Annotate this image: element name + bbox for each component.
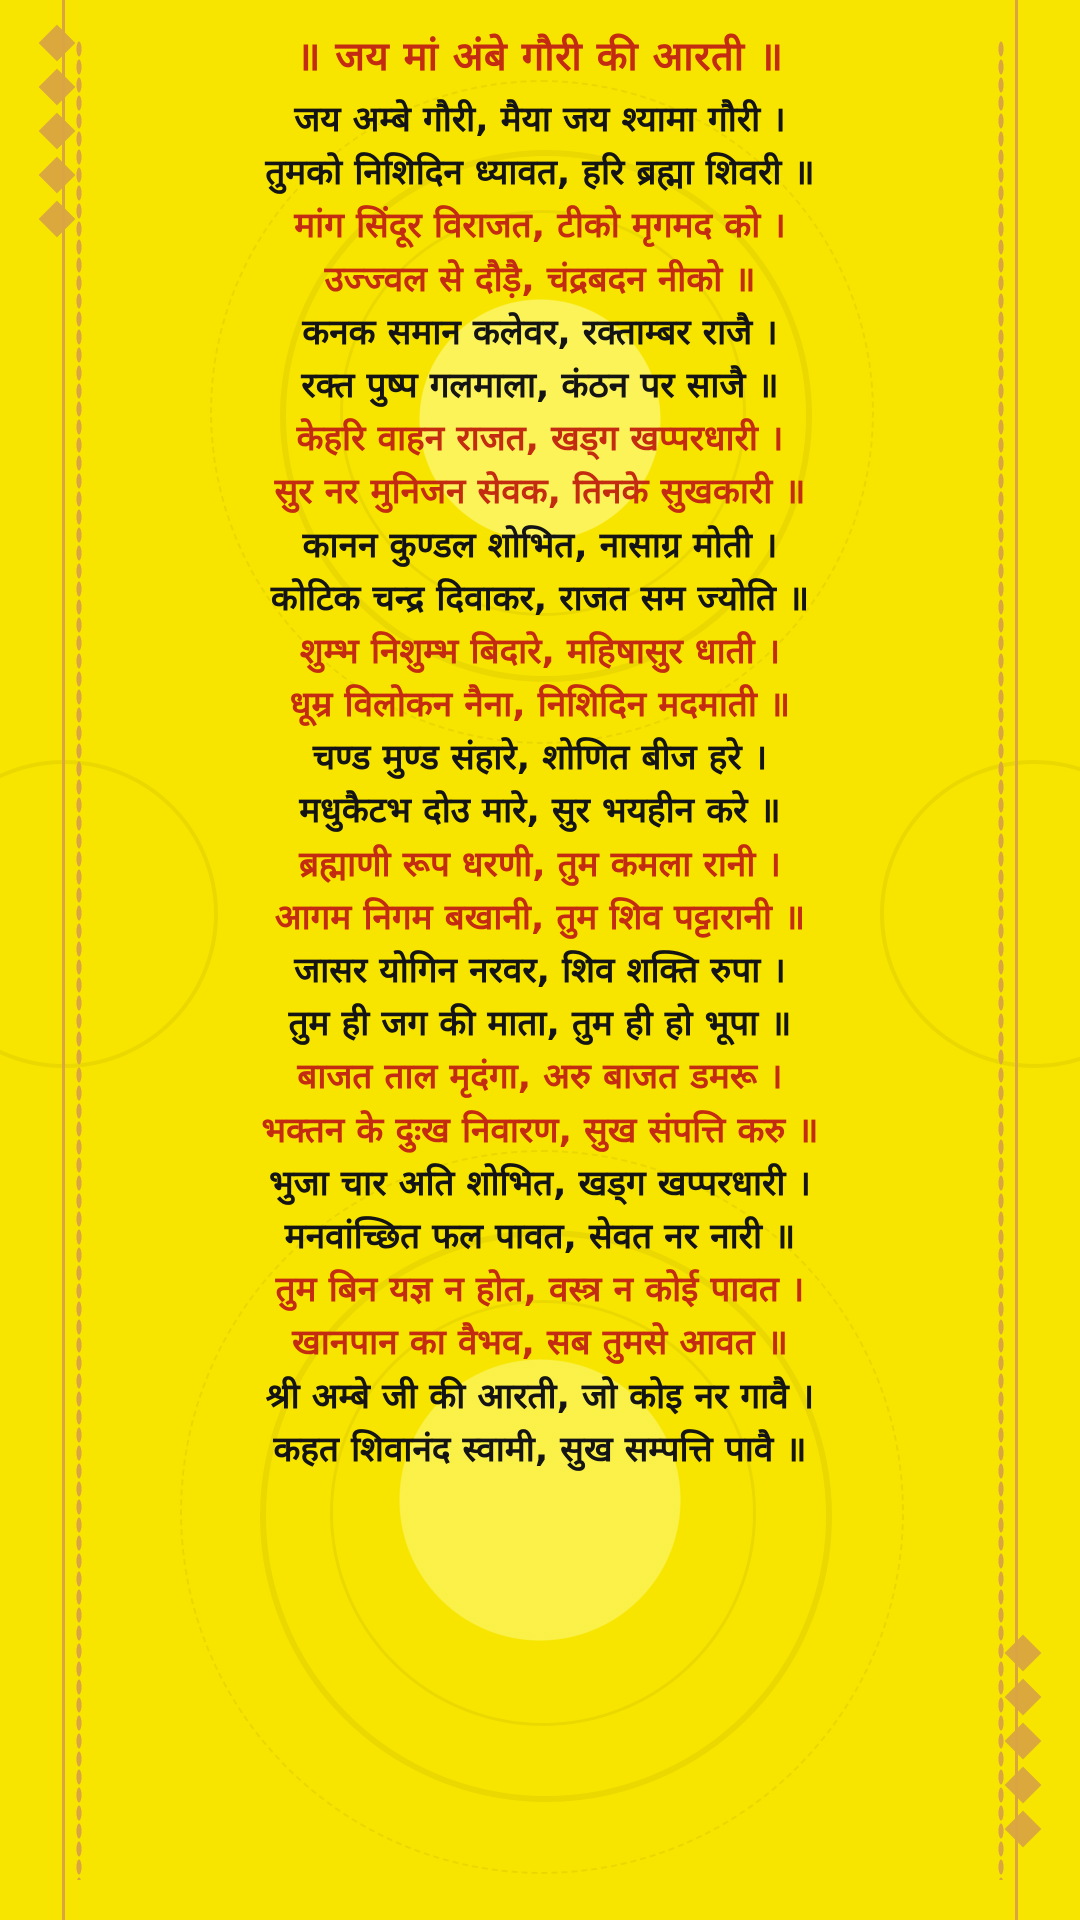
verse [100, 520, 980, 626]
verse [100, 1051, 980, 1157]
verse-line: मनवांच्छित फल पावत, सेवत नर नारी ॥ [284, 1216, 796, 1257]
border-line-right [1015, 0, 1018, 1920]
verse [100, 1264, 980, 1370]
verse [100, 626, 980, 732]
verse-line: भुजा चार अति शोभित, खड्ग खप्परधारी । [269, 1163, 811, 1204]
verse-line: सुर नर मुनिजन सेवक, तिनके सुखकारी ॥ [274, 472, 806, 513]
verse-line: धूम्र विलोकन नैना, निशिदिन मदमाती ॥ [289, 685, 791, 726]
verse-line: मधुकैटभ दोउ मारे, सुर भयहीन करे ॥ [299, 791, 781, 832]
diamond-chain-left [44, 30, 70, 232]
verse-line: भक्तन के दुःख निवारण, सुख संपत्ति करु ॥ [261, 1110, 819, 1151]
verse-line: आगम निगम बखानी, तुम शिव पट्टारानी ॥ [274, 897, 806, 938]
diamond-icon [39, 69, 76, 106]
verse-line: कनक समान कलेवर, रक्ताम्बर राजै । [302, 312, 778, 353]
diamond-icon [39, 157, 76, 194]
page-title: ॥ जय मां अंबे गौरी की आरती ॥ [296, 34, 784, 80]
verse-line: रक्त पुष्प गलमाला, कंठन पर साजै ॥ [301, 365, 779, 406]
dotted-rail-left [76, 40, 82, 1880]
verse-line: उज्ज्वल से दौड़ै, चंद्रबदन नीको ॥ [324, 259, 756, 300]
verse [100, 200, 980, 306]
diamond-icon [1005, 1635, 1042, 1672]
verse-line: तुमको निशिदिन ध्यावत, हरि ब्रह्मा शिवरी ॥ [265, 153, 815, 194]
verse-line: जासर योगिन नरवर, शिव शक्ति रुपा । [294, 951, 786, 991]
verse [100, 1371, 980, 1477]
verse-line: बाजत ताल मृदंगा, अरु बाजत डमरू । [297, 1057, 783, 1098]
dotted-rail-right [998, 40, 1004, 1880]
diamond-icon [39, 201, 76, 238]
verse-list [100, 94, 980, 1477]
verse-line: शुम्भ निशुम्भ बिदारे, महिषासुर धाती । [299, 631, 781, 672]
border-line-left [62, 0, 65, 1920]
diamond-icon [39, 113, 76, 150]
verse-line: ब्रह्माणी रूप धरणी, तुम कमला रानी । [299, 844, 781, 885]
verse-line: कानन कुण्डल शोभित, नासाग्र मोती । [302, 525, 778, 566]
diamond-chain-right [1010, 1640, 1036, 1842]
diamond-icon [1005, 1723, 1042, 1760]
verse-line: खानपान का वैभव, सब तुमसे आवत ॥ [292, 1323, 788, 1364]
diamond-icon [39, 25, 76, 62]
verse-line: कहत शिवानंद स्वामी, सुख सम्पत्ति पावै ॥ [273, 1429, 807, 1470]
verse-line: मांग सिंदूर विराजत, टीको मृगमद को । [294, 206, 786, 247]
verse [100, 307, 980, 413]
diamond-icon [1005, 1679, 1042, 1716]
verse [100, 1158, 980, 1264]
verse-line: कोटिक चन्द्र दिवाकर, राजत सम ज्योति ॥ [270, 578, 810, 619]
verse [100, 732, 980, 838]
verse-line: तुम बिन यज्ञ न होत, वस्त्र न कोई पावत । [275, 1270, 805, 1311]
verse [100, 945, 980, 1051]
verse-line: तुम ही जग की माता, तुम ही हो भूपा ॥ [288, 1004, 792, 1045]
verse [100, 839, 980, 945]
verse-line: केहरि वाहन राजत, खड्ग खप्परधारी । [296, 419, 784, 460]
verse-line: चण्ड मुण्ड संहारे, शोणित बीज हरे । [312, 738, 768, 779]
verse-line: श्री अम्बे जी की आरती, जो कोइ नर गावै । [265, 1376, 815, 1417]
diamond-icon [1005, 1811, 1042, 1848]
verse-line: जय अम्बे गौरी, मैया जय श्यामा गौरी । [294, 100, 786, 140]
diamond-icon [1005, 1767, 1042, 1804]
verse [100, 94, 980, 200]
verse [100, 413, 980, 519]
aarti-content [100, 0, 980, 1920]
